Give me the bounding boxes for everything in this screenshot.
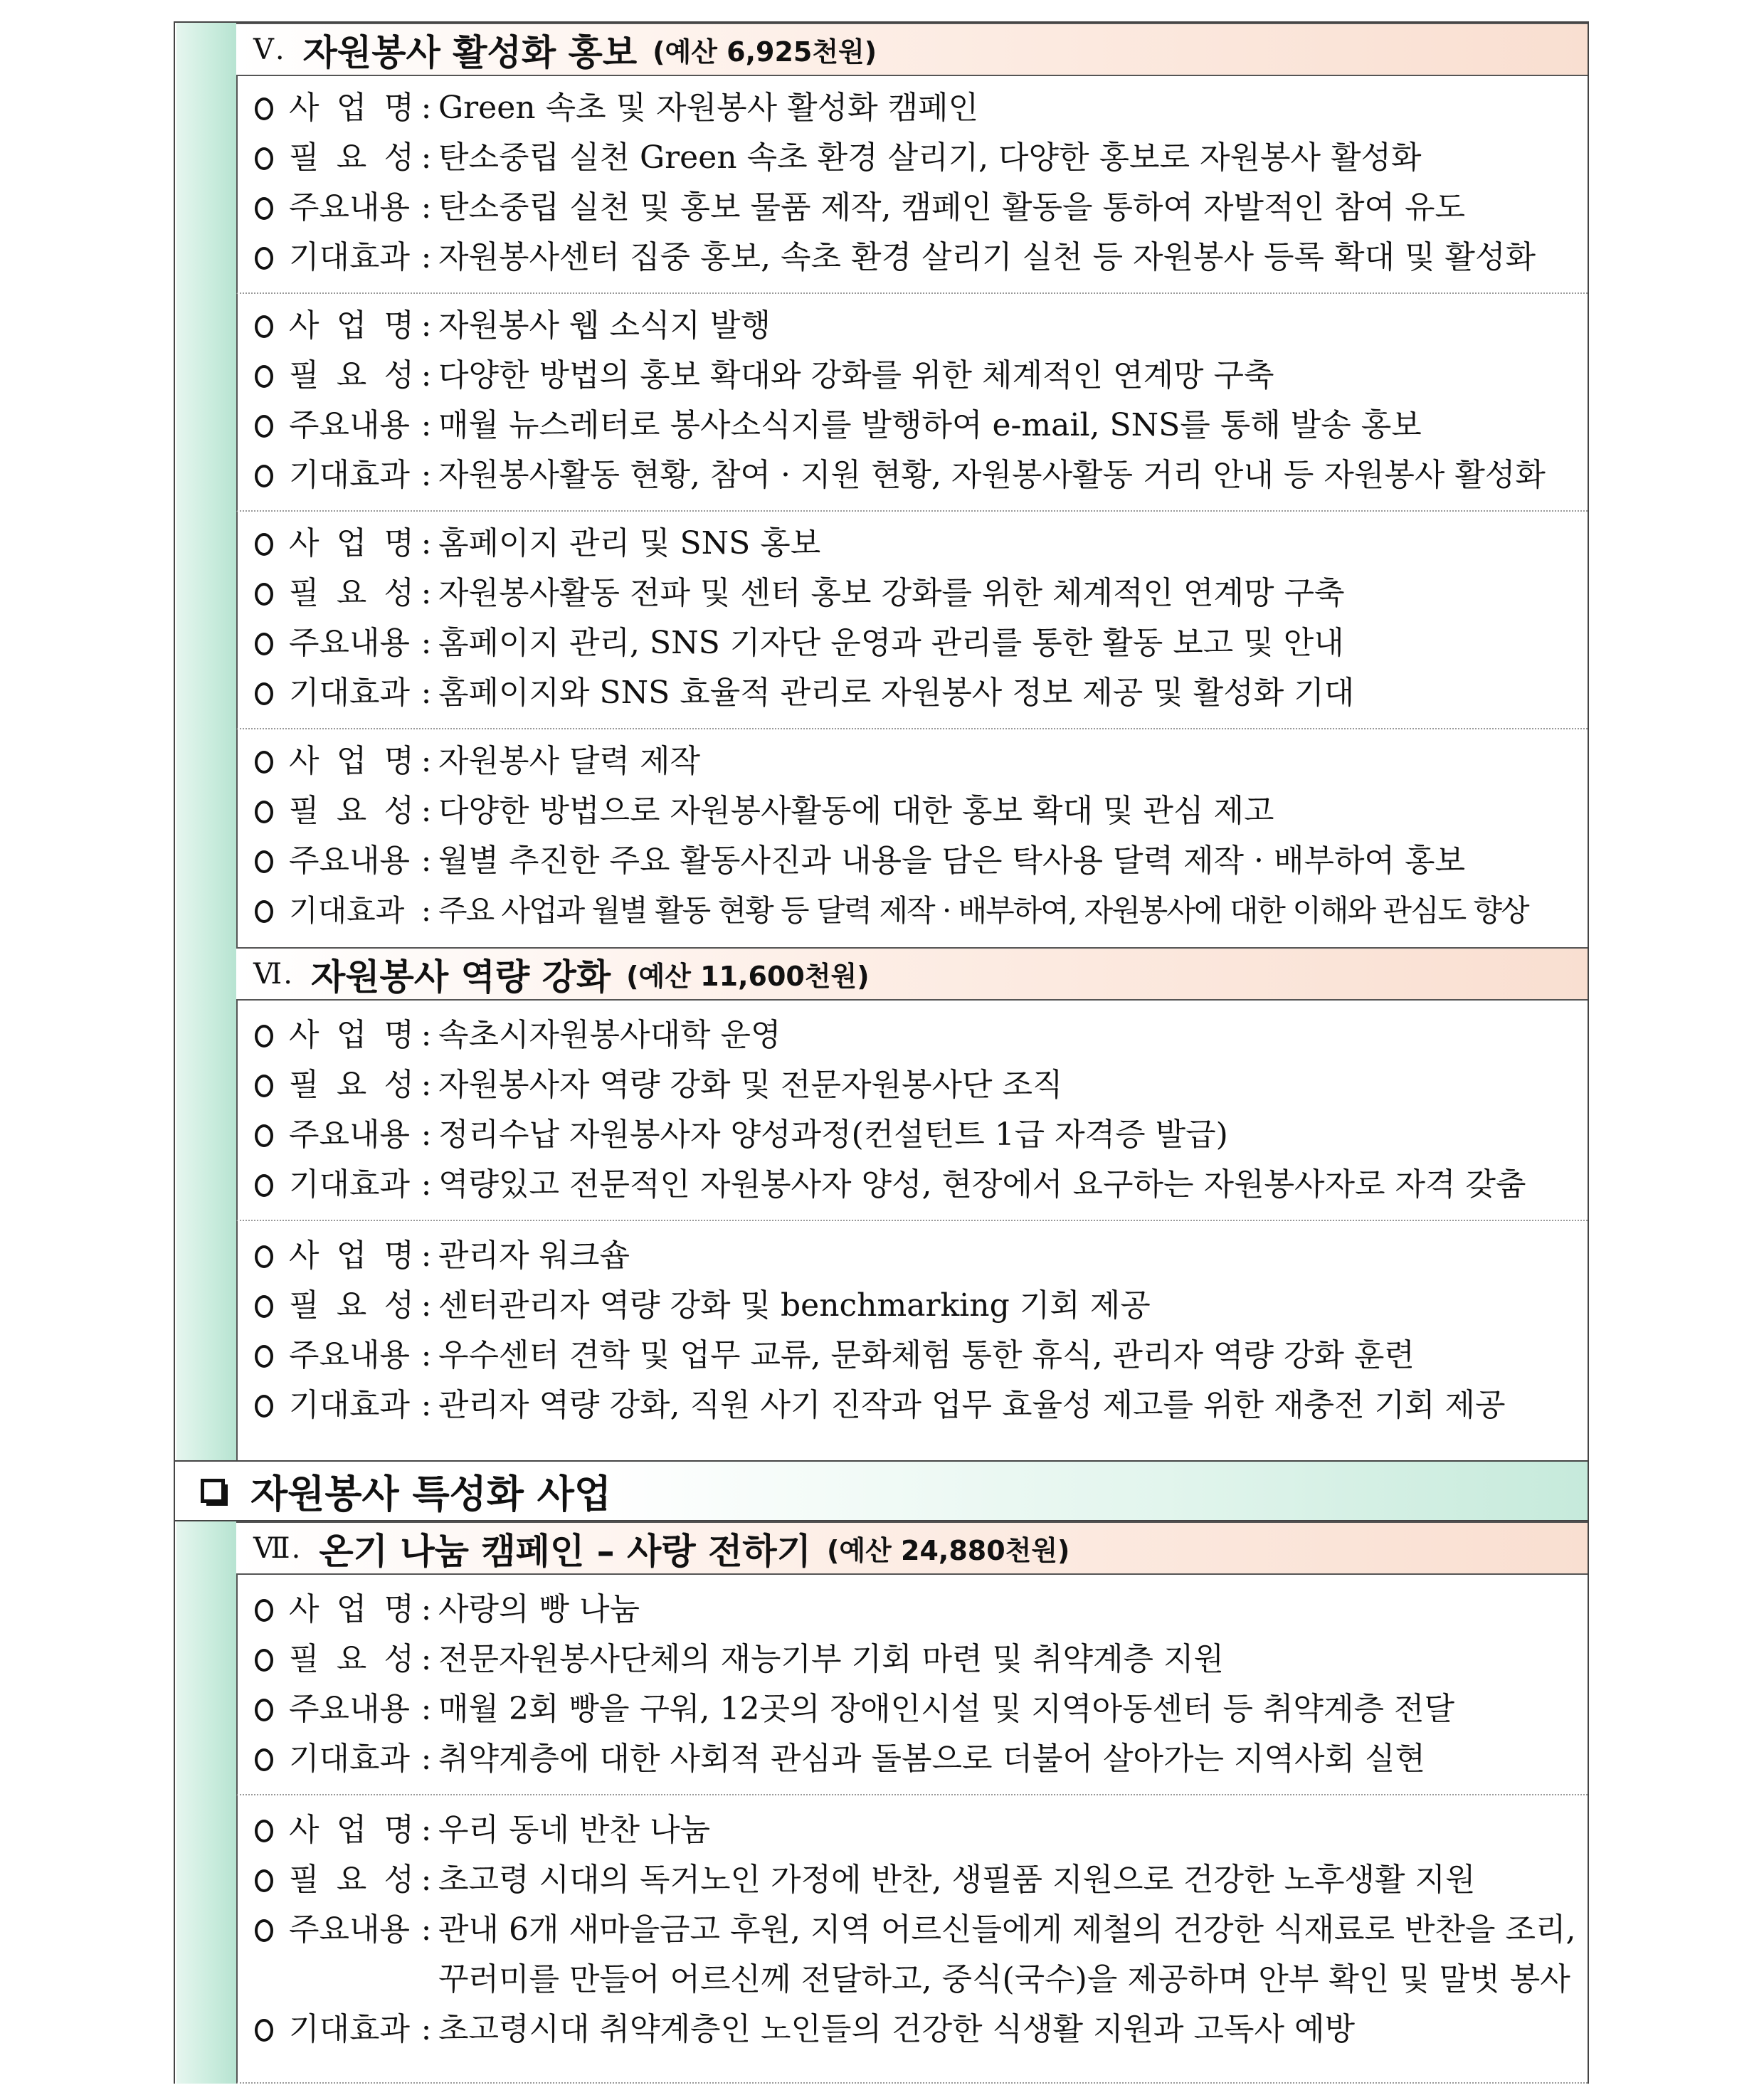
section-v-header xyxy=(236,23,1588,76)
circle-bullet-icon xyxy=(255,1395,273,1418)
circle-bullet-icon xyxy=(255,1869,273,1892)
entry-row: 필 요 성 : 자원봉사활동 전파 및 센터 홍보 강화를 위한 체계적인 연계망 구축 xyxy=(255,569,1588,618)
circle-bullet-icon xyxy=(255,415,273,438)
row-label: 주요내용 xyxy=(289,843,411,879)
row-value: 자원봉사활동 현황, 참여 · 지원 현황, 자원봉사활동 거리 안내 등 자원봉사 활성화 xyxy=(438,457,1546,493)
circle-bullet-icon xyxy=(255,1025,273,1048)
row-label: 사 업 명 xyxy=(289,743,414,779)
row-value: 초고령 시대의 독거노인 가정에 반찬, 생필품 지원으로 건강한 노후생활 지원 xyxy=(438,1862,1476,1898)
circle-bullet-icon xyxy=(255,1699,273,1721)
circle-bullet-icon xyxy=(255,1124,273,1147)
project-entry xyxy=(236,1221,1588,1460)
circle-bullet-icon xyxy=(255,801,273,823)
row-label: 주요내용 xyxy=(289,1117,411,1153)
row-value: 사랑의 빵 나눔 xyxy=(438,1591,640,1627)
row-value: 다양한 방법의 홍보 확대와 강화를 위한 체계적인 연계망 구축 xyxy=(438,357,1274,394)
section-title: 온기 나눔 캠페인 – 사랑 전하기 xyxy=(319,1530,811,1572)
row-label: 기대효과 xyxy=(289,457,411,493)
circle-bullet-icon xyxy=(255,247,273,270)
entry-row: 필 요 성 : 탄소중립 실천 Green 속초 환경 살리기, 다양한 홍보로 자원봉사 활성화 xyxy=(255,133,1588,183)
row-label: 필 요 성 xyxy=(289,1862,414,1898)
circle-bullet-icon xyxy=(255,197,273,220)
row-label: 사 업 명 xyxy=(289,1591,414,1627)
entry-row: 사 업 명 : 자원봉사 웹 소식지 발행 xyxy=(255,301,1588,351)
row-label: 기대효과 xyxy=(289,239,411,275)
circle-bullet-icon xyxy=(255,1295,273,1318)
row-label: 주요내용 xyxy=(289,1691,411,1727)
entry-row: 주요내용 : 탄소중립 실천 및 홍보 물품 제작, 캠페인 활동을 통하여 자발적인 참여 유도 xyxy=(255,183,1588,233)
row-value: 탄소중립 실천 Green 속초 환경 살리기, 다양한 홍보로 자원봉사 활성화 xyxy=(438,139,1422,176)
row-value: 매월 2회 빵을 구워, 12곳의 장애인시설 및 지역아동센터 등 취약계층 전달 xyxy=(438,1691,1454,1727)
entry-row: 주요내용 : 우수센터 견학 및 업무 교류, 문화체험 통한 휴식, 관리자 역량 강화 훈련 xyxy=(255,1331,1588,1381)
row-value: 홈페이지 관리 및 SNS 홍보 xyxy=(438,525,821,561)
circle-bullet-icon xyxy=(255,1649,273,1672)
row-value: 센터관리자 역량 강화 및 benchmarking 기회 제공 xyxy=(438,1287,1151,1324)
row-label: 기대효과 xyxy=(289,675,411,711)
circle-bullet-icon xyxy=(255,751,273,774)
circle-bullet-icon xyxy=(255,1599,273,1622)
row-label: 주요내용 xyxy=(289,1911,411,1948)
section-budget: (예산 24,880천원) xyxy=(826,1535,1070,1566)
row-value: 취약계층에 대한 사회적 관심과 돌봄으로 더불어 살아가는 지역사회 실현 xyxy=(438,1741,1426,1777)
row-value: 탄소중립 실천 및 홍보 물품 제작, 캠페인 활동을 통하여 자발적인 참여 유도 xyxy=(438,189,1465,226)
row-value: 자원봉사센터 집중 홍보, 속초 환경 살리기 실천 등 자원봉사 등록 확대 및 활성화 xyxy=(438,239,1536,275)
project-entry xyxy=(236,1001,1588,1221)
row-label: 사 업 명 xyxy=(289,1238,414,1274)
entry-row: 사 업 명 : Green 속초 및 자원봉사 활성화 캠페인 xyxy=(255,83,1588,133)
circle-bullet-icon xyxy=(255,633,273,655)
entry-row: 사 업 명 : 사랑의 빵 나눔 xyxy=(255,1585,1588,1635)
row-value: 홈페이지와 SNS 효율적 관리로 자원봉사 정보 제공 및 활성화 기대 xyxy=(438,675,1355,711)
entry-row: 기대효과 : 취약계층에 대한 사회적 관심과 돌봄으로 더불어 살아가는 지역사회 실현 xyxy=(255,1734,1588,1784)
section-budget: (예산 11,600천원) xyxy=(626,961,870,992)
entry-row: 기대효과 : 초고령시대 취약계층인 노인들의 건강한 식생활 지원과 고독사 예방 xyxy=(255,2005,1588,2054)
entry-row: 필 요 성 : 자원봉사자 역량 강화 및 전문자원봉사단 조직 xyxy=(255,1060,1588,1110)
entry-row: 사 업 명 : 자원봉사 달력 제작 xyxy=(255,737,1588,786)
circle-bullet-icon xyxy=(255,1919,273,1942)
circle-bullet-icon xyxy=(255,1748,273,1771)
section-numeral: Ⅵ. xyxy=(253,957,294,991)
entry-row: 주요내용 : 정리수납 자원봉사자 양성과정(컨설턴트 1급 자격증 발급) xyxy=(255,1110,1588,1160)
checkbox-square-icon xyxy=(201,1479,225,1503)
circle-bullet-icon xyxy=(255,147,273,170)
row-label: 기대효과 xyxy=(289,1166,411,1203)
project-entry xyxy=(236,729,1588,947)
circle-bullet-icon xyxy=(255,2019,273,2042)
entry-row: 기대효과 : 자원봉사활동 현황, 참여 · 지원 현황, 자원봉사활동 거리 안내 등 자원봉사 활성화 xyxy=(255,450,1588,500)
row-value: 우리 동네 반찬 나눔 xyxy=(438,1812,710,1848)
entry-row: 주요내용 : 홈페이지 관리, SNS 기자단 운영과 관리를 통한 활동 보고 및 안내 xyxy=(255,618,1588,668)
entry-row: 필 요 성 : 초고령 시대의 독거노인 가정에 반찬, 생필품 지원으로 건강한 노후생활 지원 xyxy=(255,1855,1588,1905)
entry-row: 사 업 명 : 속초시자원봉사대학 운영 xyxy=(255,1010,1588,1060)
entry-row: 사 업 명 : 우리 동네 반찬 나눔 xyxy=(255,1805,1588,1855)
row-label: 주요내용 xyxy=(289,625,411,661)
row-value: 홈페이지 관리, SNS 기자단 운영과 관리를 통한 활동 보고 및 안내 xyxy=(438,625,1344,661)
row-value: 관리자 역량 강화, 직원 사기 진작과 업무 효율성 제고를 위한 재충전 기회 제공 xyxy=(438,1387,1506,1423)
row-value: 관리자 워크숍 xyxy=(438,1238,630,1274)
entry-row: 주요내용 : 매월 2회 빵을 구워, 12곳의 장애인시설 및 지역아동센터 등 취약계층 전달 xyxy=(255,1684,1588,1734)
project-entry xyxy=(236,1795,1588,2084)
left-decorative-stripe xyxy=(176,1519,236,2084)
project-entry xyxy=(236,512,1588,729)
entry-row: 기대효과 : 홈페이지와 SNS 효율적 관리로 자원봉사 정보 제공 및 활성화 기대 xyxy=(255,668,1588,718)
row-value: 자원봉사 달력 제작 xyxy=(438,743,701,779)
entry-row: 기대효과 : 역량있고 전문적인 자원봉사자 양성, 현장에서 요구하는 자원봉사자로 자격 갖춤 xyxy=(255,1160,1588,1210)
section-vii-header xyxy=(236,1521,1588,1575)
circle-bullet-icon xyxy=(255,1345,273,1368)
entry-row: 사 업 명 : 관리자 워크숍 xyxy=(255,1231,1588,1281)
row-value: 자원봉사 웹 소식지 발행 xyxy=(438,307,771,344)
section-title: 자원봉사 역량 강화 xyxy=(310,956,611,998)
row-label: 필 요 성 xyxy=(289,793,414,829)
section-numeral: Ⅴ. xyxy=(253,33,286,66)
row-label: 필 요 성 xyxy=(289,1067,414,1103)
row-label: 사 업 명 xyxy=(289,525,414,561)
row-value: 자원봉사자 역량 강화 및 전문자원봉사단 조직 xyxy=(438,1067,1063,1103)
row-value: 초고령시대 취약계층인 노인들의 건강한 식생활 지원과 고독사 예방 xyxy=(438,2011,1356,2047)
row-label: 사 업 명 xyxy=(289,90,414,126)
row-label: 사 업 명 xyxy=(289,1017,414,1053)
row-value: 우수센터 견학 및 업무 교류, 문화체험 통한 휴식, 관리자 역량 강화 훈련 xyxy=(438,1337,1415,1373)
row-value-continuation: 꾸러미를 만들어 어르신께 전달하고, 중식(국수)을 제공하며 안부 확인 및 말벗 봉사 xyxy=(438,1961,1570,1998)
circle-bullet-icon xyxy=(255,533,273,556)
row-value: 매월 뉴스레터로 봉사소식지를 발행하여 e-mail, SNS를 통해 발송 홍보 xyxy=(438,407,1422,443)
row-label: 주요내용 xyxy=(289,407,411,443)
circle-bullet-icon xyxy=(255,97,273,120)
special-projects-heading xyxy=(175,1460,1588,1521)
project-entry xyxy=(236,76,1588,294)
row-value: 속초시자원봉사대학 운영 xyxy=(438,1017,781,1053)
entry-row: 필 요 성 : 다양한 방법의 홍보 확대와 강화를 위한 체계적인 연계망 구축 xyxy=(255,351,1588,401)
row-value: 월별 추진한 주요 활동사진과 내용을 담은 탁사용 달력 제작 · 배부하여 홍보 xyxy=(438,843,1465,879)
row-label: 필 요 성 xyxy=(289,357,414,394)
circle-bullet-icon xyxy=(255,1174,273,1197)
section-title: 자원봉사 활성화 홍보 xyxy=(302,31,638,73)
section-vi-header xyxy=(236,947,1588,1001)
circle-bullet-icon xyxy=(255,850,273,873)
row-label: 사 업 명 xyxy=(289,307,414,344)
row-label: 필 요 성 xyxy=(289,575,414,611)
circle-bullet-icon xyxy=(255,1075,273,1097)
section-budget: (예산 6,925천원) xyxy=(653,36,877,68)
section-numeral: Ⅶ. xyxy=(253,1531,302,1565)
entry-row: 주요내용 : 매월 뉴스레터로 봉사소식지를 발행하여 e-mail, SNS를 통해 발송 홍보 xyxy=(255,401,1588,450)
entry-row: 주요내용 : 월별 추진한 주요 활동사진과 내용을 담은 탁사용 달력 제작 · 배부하여 홍보 xyxy=(255,836,1588,886)
entry-row: 기대효과 : 자원봉사센터 집중 홍보, 속초 환경 살리기 실천 등 자원봉사 등록 확대 및 활성화 xyxy=(255,233,1588,283)
circle-bullet-icon xyxy=(255,583,273,606)
circle-bullet-icon xyxy=(255,900,273,923)
heading-title: 자원봉사 특성화 사업 xyxy=(250,1471,612,1516)
row-value: 역량있고 전문적인 자원봉사자 양성, 현장에서 요구하는 자원봉사자로 자격 갖춤 xyxy=(438,1166,1526,1203)
circle-bullet-icon xyxy=(255,315,273,338)
entry-row: 필 요 성 : 다양한 방법으로 자원봉사활동에 대한 홍보 확대 및 관심 제고 xyxy=(255,786,1588,836)
row-label: 사 업 명 xyxy=(289,1812,414,1848)
row-value: 주요 사업과 월별 활동 현황 등 달력 제작 · 배부하여, 자원봉사에 대한 이해와 관심도 향상 xyxy=(438,893,1528,928)
row-label: 기대효과 xyxy=(289,1741,411,1777)
project-entry xyxy=(236,1575,1588,1795)
circle-bullet-icon xyxy=(255,1245,273,1268)
circle-bullet-icon xyxy=(255,682,273,705)
row-label: 필 요 성 xyxy=(289,1287,414,1324)
entry-row: 주요내용 : 관내 6개 새마을금고 후원, 지역 어르신들에게 제철의 건강한 식재료로 반찬을 조리, xyxy=(255,1905,1588,1955)
project-entry xyxy=(236,294,1588,512)
row-value: 정리수납 자원봉사자 양성과정(컨설턴트 1급 자격증 발급) xyxy=(438,1117,1228,1153)
row-value: 관내 6개 새마을금고 후원, 지역 어르신들에게 제철의 건강한 식재료로 반찬을 조리, xyxy=(438,1911,1576,1948)
row-label: 주요내용 xyxy=(289,189,411,226)
row-label: 기대효과 xyxy=(289,1387,411,1423)
circle-bullet-icon xyxy=(255,1820,273,1842)
entry-row: 필 요 성 : 센터관리자 역량 강화 및 benchmarking 기회 제공 xyxy=(255,1281,1588,1331)
left-decorative-stripe xyxy=(176,23,236,1460)
row-value: Green 속초 및 자원봉사 활성화 캠페인 xyxy=(438,90,979,126)
row-label: 필 요 성 xyxy=(289,1641,414,1677)
document-frame xyxy=(174,21,1589,2084)
row-value: 자원봉사활동 전파 및 센터 홍보 강화를 위한 체계적인 연계망 구축 xyxy=(438,575,1345,611)
entry-row: 기대효과 : 주요 사업과 월별 활동 현황 등 달력 제작 · 배부하여, 자원봉사에 대한 이해와 관심도 향상 xyxy=(255,886,1588,936)
row-value: 다양한 방법으로 자원봉사활동에 대한 홍보 확대 및 관심 제고 xyxy=(438,793,1274,829)
circle-bullet-icon xyxy=(255,365,273,388)
entry-row: 기대효과 : 관리자 역량 강화, 직원 사기 진작과 업무 효율성 제고를 위한 재충전 기회 제공 xyxy=(255,1381,1588,1430)
entry-row: 사 업 명 : 홈페이지 관리 및 SNS 홍보 xyxy=(255,519,1588,569)
row-label: 기대효과 xyxy=(289,893,405,928)
row-label: 주요내용 xyxy=(289,1337,411,1373)
row-value: 전문자원봉사단체의 재능기부 기회 마련 및 취약계층 지원 xyxy=(438,1641,1225,1677)
circle-bullet-icon xyxy=(255,465,273,487)
row-label: 기대효과 xyxy=(289,2011,411,2047)
entry-row: 필 요 성 : 전문자원봉사단체의 재능기부 기회 마련 및 취약계층 지원 xyxy=(255,1635,1588,1684)
row-label: 필 요 성 xyxy=(289,139,414,176)
